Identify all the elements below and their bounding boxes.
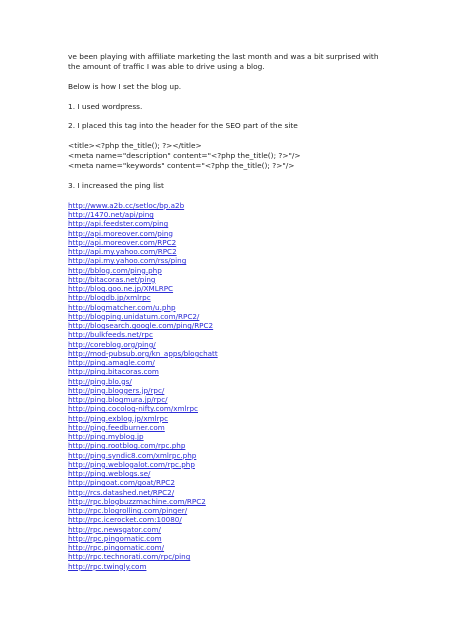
ping-link[interactable]: http://rpc.icerocket.com:10080/ [68, 515, 182, 525]
ping-link[interactable]: http://api.moreover.com/RPC2 [68, 237, 177, 247]
ping-link[interactable]: http://rpc.newsgator.com/ [68, 524, 161, 534]
ping-link[interactable]: http://api.moreover.com/ping [68, 228, 173, 238]
ping-link[interactable]: http://rpc.blogbuzzmachine.com/RPC2 [68, 496, 206, 506]
ping-link[interactable]: http://ping.blo.gs/ [68, 376, 132, 386]
step-3: 3. I increased the ping list [68, 181, 164, 191]
ping-link[interactable]: http://ping.weblogalot.com/rpc.php [68, 459, 195, 469]
ping-link[interactable]: http://ping.bitacoras.com [68, 367, 159, 377]
step-1: 1. I used wordpress. [68, 101, 143, 111]
ping-link[interactable]: http://coreblog.org/ping/ [68, 339, 156, 349]
ping-link[interactable]: http://ping.feedburner.com [68, 422, 165, 432]
step-2: 2. I placed this tag into the header for the SEO part of the site [68, 121, 298, 131]
ping-link[interactable]: http://www.a2b.cc/setloc/bp.a2b [68, 200, 185, 210]
ping-link[interactable]: http://bitacoras.net/ping [68, 274, 156, 284]
ping-link[interactable]: http://rcs.datashed.net/RPC2/ [68, 487, 175, 497]
ping-link[interactable]: http://ping.syndic8.com/xmlrpc.php [68, 450, 197, 460]
ping-link[interactable]: http://blogdb.jp/xmlrpc [68, 293, 151, 303]
ping-link[interactable]: http://blogmatcher.com/u.php [68, 302, 176, 312]
ping-link[interactable]: http://api.my.yahoo.com/rss/ping [68, 256, 187, 266]
ping-link[interactable]: http://rpc.blogrolling.com/pinger/ [68, 506, 188, 516]
ping-link[interactable]: http://rpc.technorati.com/rpc/ping [68, 552, 191, 562]
ping-link[interactable]: http://rpc.twingly.com [68, 561, 147, 571]
document-page [68, 52, 388, 571]
ping-link[interactable]: http://blogsearch.google.com/ping/RPC2 [68, 321, 214, 331]
ping-link[interactable]: http://bblog.com/ping.php [68, 265, 162, 275]
ping-link[interactable]: http://ping.blogmura.jp/rpc/ [68, 395, 168, 405]
ping-link[interactable]: http://ping.rootblog.com/rpc.php [68, 441, 186, 451]
ping-link[interactable]: http://ping.amagle.com/ [68, 358, 155, 368]
ping-link-list [68, 201, 388, 571]
ping-link[interactable]: http://ping.cocolog-nifty.com/xmlrpc [68, 404, 199, 414]
ping-link[interactable]: http://ping.exblog.jp/xmlrpc [68, 413, 169, 423]
ping-link[interactable]: http://pingoat.com/goat/RPC2 [68, 478, 175, 488]
ping-link[interactable]: http://api.my.yahoo.com/RPC2 [68, 247, 177, 257]
setup-heading: Below is how I set the blog up. [68, 81, 182, 91]
ping-link[interactable]: http://blogping.unidatum.com/RPC2/ [68, 311, 200, 321]
ping-link[interactable]: http://bulkfeeds.net/rpc [68, 330, 153, 340]
ping-link[interactable]: http://ping.myblog.jp [68, 432, 144, 442]
ping-link[interactable]: http://api.feedster.com/ping [68, 219, 169, 229]
ping-link[interactable]: http://blog.goo.ne.jp/XMLRPC [68, 284, 174, 294]
ping-link[interactable]: http://1470.net/api/ping [68, 210, 154, 220]
ping-link[interactable]: http://mod-pubsub.org/kn_apps/blogchatt [68, 348, 218, 358]
ping-link[interactable]: http://ping.bloggers.jp/rpc/ [68, 385, 165, 395]
code-snippet [68, 141, 388, 172]
ping-link[interactable]: http://rpc.pingomatic.com/ [68, 543, 165, 553]
ping-link[interactable]: http://rpc.pingomatic.com [68, 533, 162, 543]
code-line-keywords: <meta name="keywords" content="<?php the_title(); ?>"/> [68, 161, 295, 171]
code-line-title: <title><?php the_title(); ?></title> [68, 141, 202, 151]
code-line-description: <meta name="description" content="<?php the_title(); ?>"/> [68, 151, 301, 161]
ping-link[interactable]: http://ping.weblogs.se/ [68, 469, 151, 479]
intro-paragraph: ve been playing with affiliate marketing the last month and was a bit surprised with the amount of traffic I was able to drive using a blog. [68, 52, 379, 72]
